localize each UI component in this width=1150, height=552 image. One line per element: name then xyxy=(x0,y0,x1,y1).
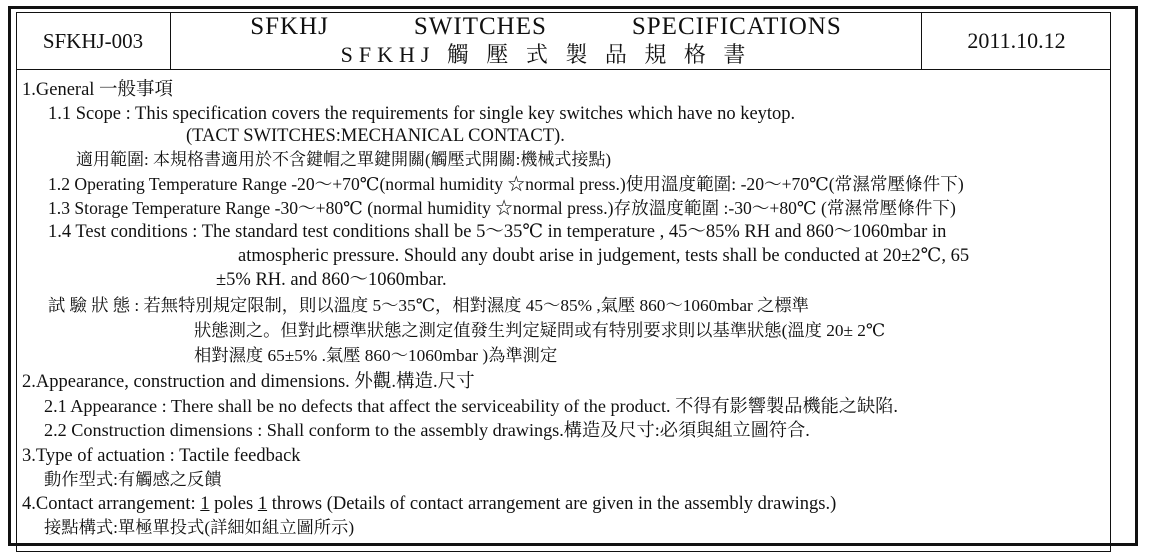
throws-count: 1 xyxy=(257,494,268,514)
actuation-zh: 動作型式:有觸感之反饋 xyxy=(44,470,222,489)
section-general: 1.General 一般事項 xyxy=(22,80,174,100)
contact-zh: 接點構式:單極單投式(詳細如組立圖所示) xyxy=(44,518,355,537)
scope-line: 1.1 Scope : This specification covers the requirements for single key switches which have no keytop. xyxy=(48,104,796,124)
section-contact xyxy=(22,492,836,516)
spec-header xyxy=(16,12,1111,70)
test-conditions-2: atmospheric pressure. Should any doubt arise in judgement, tests shall be conducted at 20±2℃, 65 xyxy=(238,246,970,266)
construction-line: 2.2 Construction dimensions : Shall conform to the assembly drawings.構造及尺寸:必須與組立圖符合. xyxy=(44,420,810,440)
throws-label: throws (Details of contact arrangement are given in the assembly drawings.) xyxy=(267,494,837,514)
scope-zh: 適用範圍: 本規格書適用於不含鍵帽之單鍵開關(觸壓式開關:機械式接點) xyxy=(76,150,612,169)
title-english: SFKHJ SWITCHES SPECIFICATIONS xyxy=(250,13,842,40)
test-state-zh-3: 相對濕度 65±5% .氣壓 860～1060mbar )為準測定 xyxy=(194,346,558,365)
doc-number: SFKHJ-003 xyxy=(16,12,171,70)
test-state-zh: 試 驗 狀 態 : 若無特別規定限制，則以溫度 5～35℃，相對濕度 45～85% ,氣壓 860～1060mbar 之標準 xyxy=(48,296,809,315)
scope-line-2: (TACT SWITCHES:MECHANICAL CONTACT). xyxy=(186,126,565,146)
title-block xyxy=(171,12,921,70)
test-state-zh-2: 狀態測之。但對此標準狀態之測定值發生判定疑問或有特別要求則以基準狀態(溫度 20± 2℃ xyxy=(194,321,886,340)
appearance-line: 2.1 Appearance : There shall be no defects that affect the serviceability of the product. 不得有影響製品機能之缺陷. xyxy=(44,396,898,416)
section-appearance: 2.Appearance, construction and dimensions. 外觀.構造.尺寸 xyxy=(22,372,475,392)
test-conditions: 1.4 Test conditions : The standard test conditions shall be 5～35℃ in temperature , 45～85% RH and 860～1060mbar in xyxy=(48,222,947,242)
test-conditions-3: ±5% RH. and 860～1060mbar. xyxy=(216,270,447,290)
title-chinese: SFKHJ 觸 壓 式 製 品 規 格 書 xyxy=(340,42,752,67)
doc-date: 2011.10.12 xyxy=(921,12,1111,70)
contact-label: 4.Contact arrangement: xyxy=(22,494,201,514)
poles-label: poles xyxy=(209,494,258,514)
poles-count: 1 xyxy=(200,494,210,514)
operating-temp: 1.2 Operating Temperature Range -20～+70℃(normal humidity ☆normal press.)使用溫度範圍: -20～+70℃(常濕常壓條件下) xyxy=(48,174,964,194)
storage-temp: 1.3 Storage Temperature Range -30～+80℃ (normal humidity ☆normal press.)存放溫度範圍 :-30～+80℃ (常濕常壓條件下) xyxy=(48,198,956,218)
section-actuation: 3.Type of actuation : Tactile feedback xyxy=(22,446,301,466)
